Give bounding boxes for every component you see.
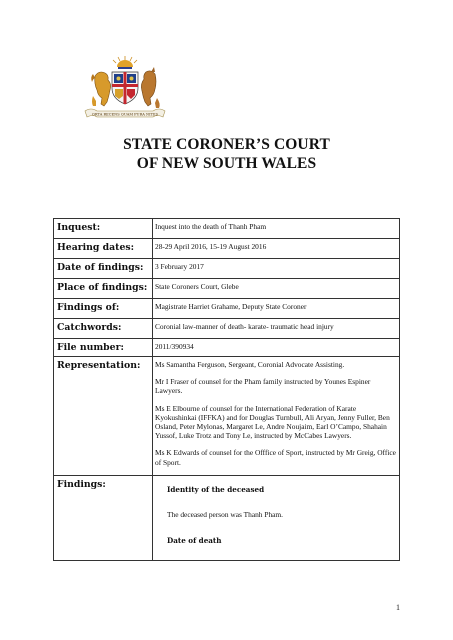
findings-details-table [53, 218, 400, 561]
value-place-of-findings: State Coroners Court, Glebe [153, 279, 400, 299]
findings-heading-identity: Identity of the deceased [167, 484, 265, 494]
value-findings-of: Magistrate Harriet Grahame, Deputy State Coroner [153, 299, 400, 319]
label-inquest: Inquest: [54, 219, 153, 239]
table-row-findings [54, 475, 400, 560]
table-row-representation [54, 357, 400, 476]
representation-paragraph: Ms Samantha Ferguson, Sergeant, Coronial Advocate Assisting. [155, 360, 345, 369]
table-row-catchwords [54, 319, 400, 339]
value-hearing-dates: 28-29 April 2016, 15-19 August 2016 [153, 239, 400, 259]
label-findings-of: Findings of: [54, 299, 153, 319]
value-date-of-findings: 3 February 2017 [153, 259, 400, 279]
value-file-number: 2011/390934 [153, 339, 400, 357]
label-representation: Representation: [54, 357, 153, 476]
table-row-date-of-findings [54, 259, 400, 279]
value-findings [153, 475, 400, 560]
nsw-coat-of-arms-logo [81, 56, 169, 124]
table-row-inquest [54, 219, 400, 239]
label-hearing-dates: Hearing dates: [54, 239, 153, 259]
table-row-file-number [54, 339, 400, 357]
label-date-of-findings: Date of findings: [54, 259, 153, 279]
court-title-line-1: STATE CORONER’S COURT [123, 136, 330, 153]
representation-paragraph: Ms K Edwards of counsel for the Offfice of Sport, instructed by Mr Greig, Office of Sport. [155, 448, 396, 467]
findings-text-identity: The deceased person was Thanh Pham. [167, 510, 284, 520]
label-file-number: File number: [54, 339, 153, 357]
label-catchwords: Catchwords: [54, 319, 153, 339]
court-title-line-2: OF NEW SOUTH WALES [136, 155, 317, 172]
representation-paragraph: Ms E Elbourne of counsel for the International Federation of Karate Kyokushinkai (IFFKA) and for Douglas Turnbull, Ali Aryan, Jenny Fuller, Ben Osland, Peter Mylonas, Margaret Le, Andre Noujaim, Earl O’Campo, Shahain Yussof, Luke Trotz and Tony Le, instructed by McCabes Lawyers. [155, 403, 390, 441]
table-row-findings-of [54, 299, 400, 319]
findings-heading-date-of-death: Date of death [167, 536, 222, 546]
representation-paragraph: Mr I Fraser of counsel for the Pham family instructed by Younes Espiner Lawyers. [155, 377, 371, 396]
label-place-of-findings: Place of findings: [54, 279, 153, 299]
table-row-hearing-dates [54, 239, 400, 259]
value-representation [153, 357, 400, 476]
svg-text:ORTA RECENS QUAM PURA NITES: ORTA RECENS QUAM PURA NITES [91, 112, 159, 117]
table-row-place-of-findings [54, 279, 400, 299]
value-catchwords: Coronial law-manner of death- karate- traumatic head injury [153, 319, 400, 339]
label-findings: Findings: [54, 475, 153, 560]
value-inquest: Inquest into the death of Thanh Pham [153, 219, 400, 239]
page-number: 1 [396, 603, 400, 612]
